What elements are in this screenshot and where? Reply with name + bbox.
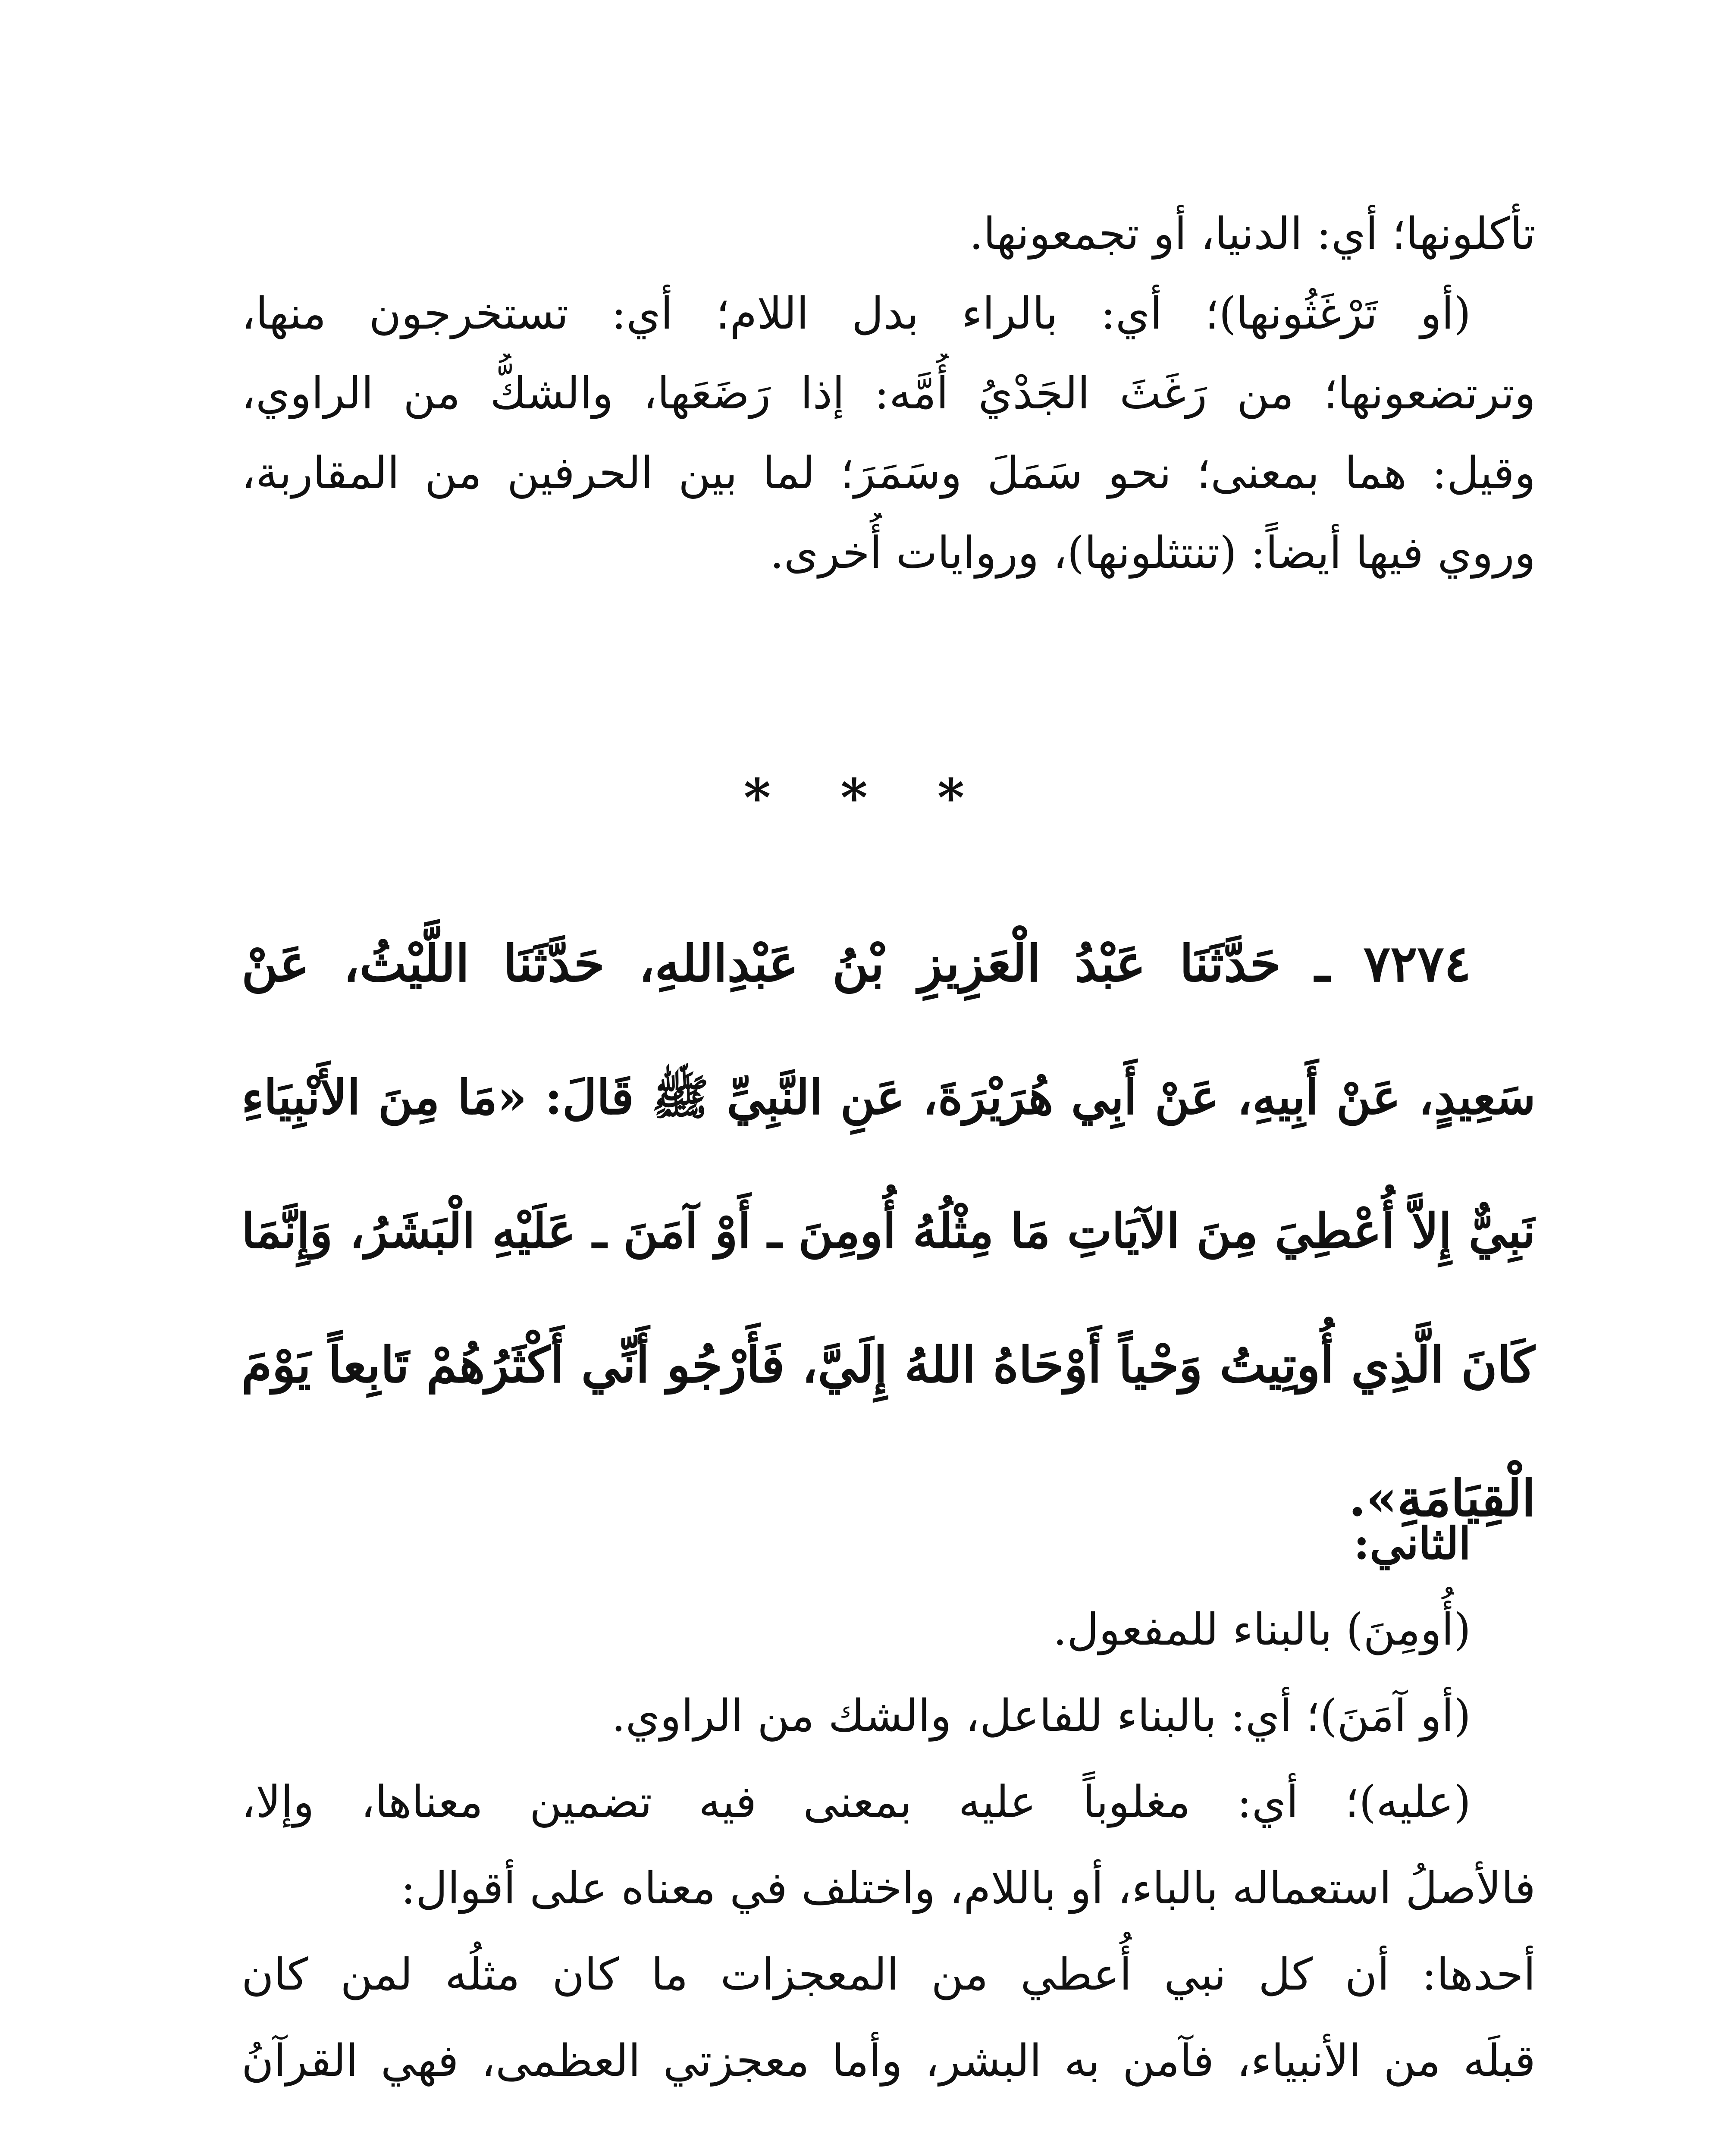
commentary-top — [241, 194, 1536, 593]
commentary-line: قبلَه من الأنبياء، فآمن به البشر، وأما معجزتي العظمى، فهي القرآنُ — [241, 2035, 1536, 2087]
commentary-line: وقيل: هما بمعنى؛ نحو سَمَلَ وسَمَرَ؛ لما بين الحرفين من المقاربة، — [241, 448, 1536, 499]
commentary-line: أحدها: أن كل نبي أُعطي من المعجزات ما كان مثلُه لمن كان — [241, 1949, 1536, 2000]
commentary-line: فالأصلُ استعماله بالباء، أو باللام، واختلف في معناه على أقوال: — [401, 1863, 1536, 1914]
commentary-line: (عليه)؛ أي: مغلوباً عليه بمعنى فيه تضمين معناها، وإلا، — [241, 1777, 1471, 1828]
hadith-line: كَانَ الَّذِي أُوتِيتُ وَحْياً أَوْحَاهُ اللهُ إِلَيَّ، فَأَرْجُو أَنِّي أَكْثَرُهُمْ تَابِعاً يَوْمَ — [241, 1336, 1536, 1394]
commentary-line: الثاني: — [1353, 1518, 1471, 1570]
hadith-text — [241, 897, 1536, 1565]
commentary-line: وروي فيها أيضاً: (تنتثلونها)، وروايات أُخرى. — [770, 527, 1536, 579]
hadith-line: الْقِيَامَةِ». — [1348, 1469, 1536, 1528]
commentary-line: (أو آمَنَ)؛ أي: بالبناء للفاعل، والشك من الراوي. — [611, 1690, 1471, 1742]
commentary-line: تأكلونها؛ أي: الدنيا، أو تجمعونها. — [969, 208, 1536, 260]
section-separator: * * * — [743, 768, 991, 828]
hadith-line: نَبِيٌّ إِلاَّ أُعْطِيَ مِنَ الآيَاتِ مَا مِثْلُهُ أُومِنَ ـ أَوْ آمَنَ ـ عَلَيْهِ الْبَشَرُ، وَإِنَّمَا — [241, 1203, 1536, 1259]
commentary-line: (أُومِنَ) بالبناء للمفعول. — [1053, 1604, 1471, 1655]
hadith-line: سَعِيدٍ، عَنْ أَبِيهِ، عَنْ أَبِي هُرَيْرَةَ، عَنِ النَّبِيِّ ﷺ قَالَ: «مَا مِنَ الأَنْبِيَاءِ — [241, 1069, 1536, 1125]
commentary-bottom — [241, 1501, 1536, 2104]
commentary-line: (أو تَرْغَثُونها)؛ أي: بالراء بدل اللام؛ أي: تستخرجون منها، — [241, 288, 1471, 339]
hadith-line: ٧٢٧٤ ـ حَدَّثَنَا عَبْدُ الْعَزِيزِ بْنُ عَبْدِاللهِ، حَدَّثَنَا اللَّيْثُ، عَنْ — [241, 934, 1471, 993]
commentary-line: وترتضعونها؛ من رَغَثَ الجَدْيُ أُمَّه: إذا رَضَعَها، والشكُّ من الراوي، — [241, 368, 1536, 419]
